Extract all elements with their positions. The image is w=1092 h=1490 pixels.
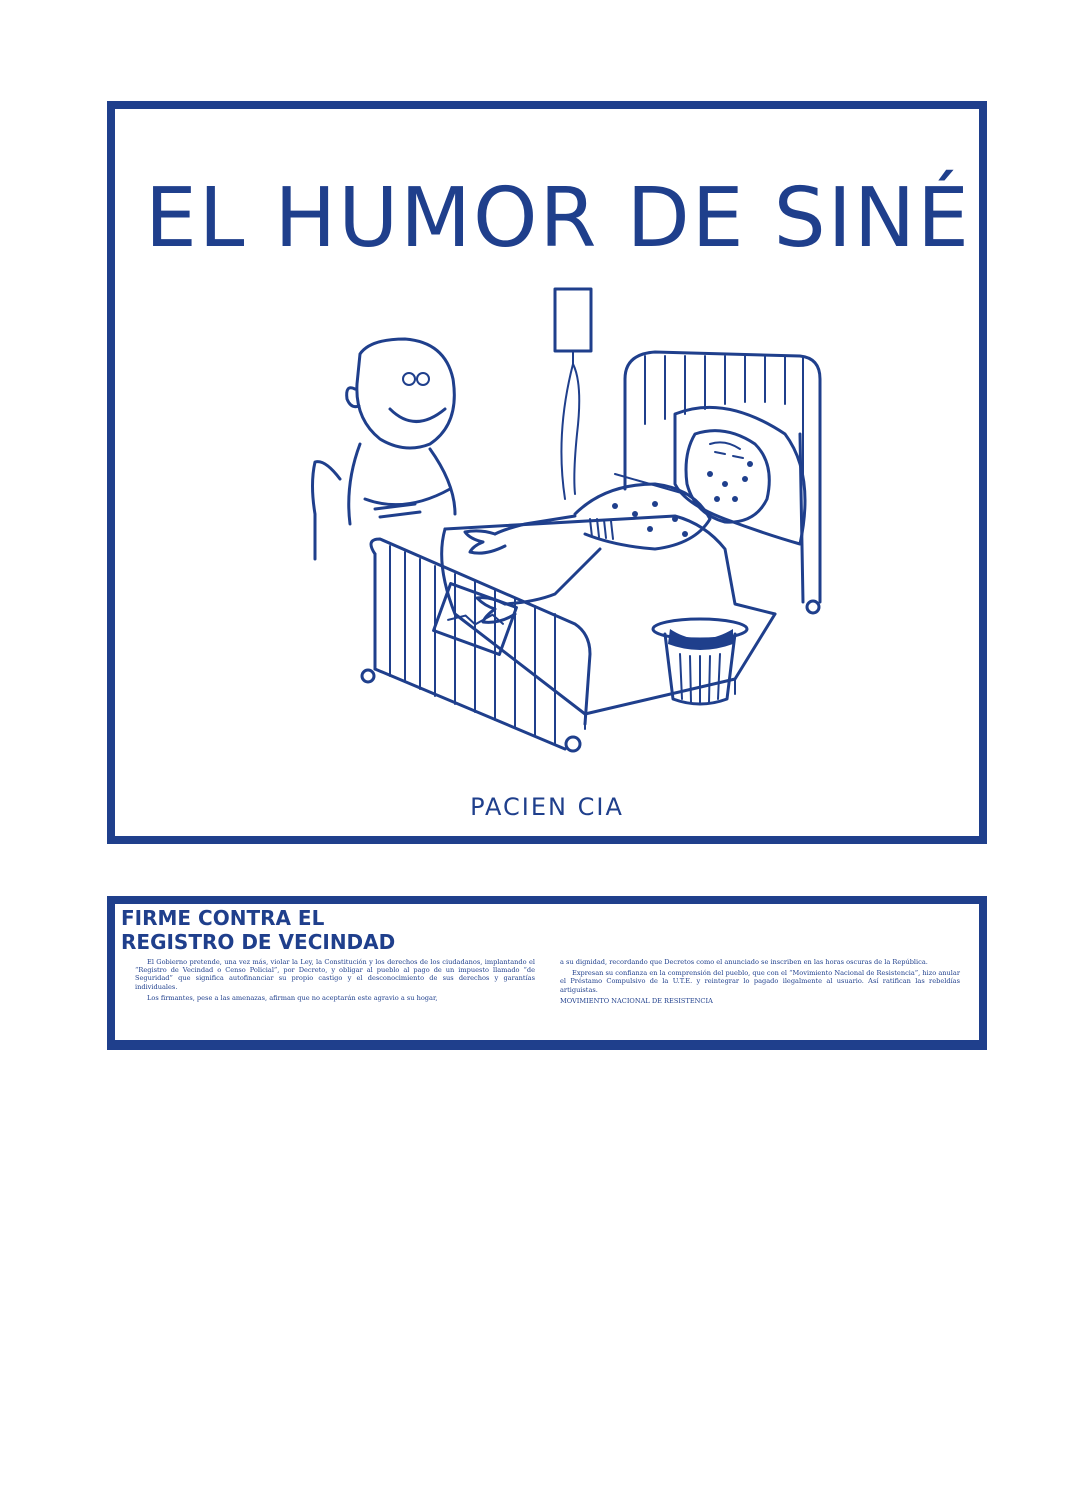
top-hat [653,619,747,704]
cartoon-title: EL HUMOR DE SINÉ [145,171,971,266]
article-paragraph: El Gobierno pretende, una vez más, violar la Ley, la Constitución y los derechos de los ciudadanos, implantando el “Registro de Vecindad o Censo Policial”, por Decreto, y obligar al pueblo al pago de un impuesto llamado “de Seguridad” que significa autofinanciar su propio castigo y el desconocimiento de sus derechos y garantías individuales. [135,958,535,991]
article-overlay [115,904,979,1040]
article-signature: MOVIMIENTO NACIONAL DE RESISTENCIA [560,996,713,1005]
article-headline-line1: FIRME CONTRA EL [121,906,325,930]
visitor [313,339,456,559]
bed-frame [362,516,775,751]
article-column-left [135,958,535,1002]
article-paragraph: Expresan su confianza en la comprensión del pueblo, que con el “Movimiento Nacional de Resistencia”, hizo anular el Préstamo Compulsivo de la U.T.E. y reintegrar lo pagado ilegalmente al usuario. Así ratifican las rebeldías artiguistas. [560,969,960,994]
article-paragraph: a su dignidad, recordando que Decretos como el anunciado se inscriben en las horas oscuras de la República. [560,958,928,966]
iv-tube [573,351,579,494]
article-paragraph: Los firmantes, pese a las amenazas, afirman que no aceptarán este agravio a su hogar, [147,993,438,1002]
cartoon-illustration [255,284,835,754]
article-column-right [560,958,960,1005]
cartoon-panel [107,101,987,844]
cartoon-caption: PACIEN CIA [470,793,624,821]
iv-bag [555,289,591,351]
iv-tube-2 [561,364,573,499]
article-headline-line2: REGISTRO DE VECINDAD [121,930,396,954]
